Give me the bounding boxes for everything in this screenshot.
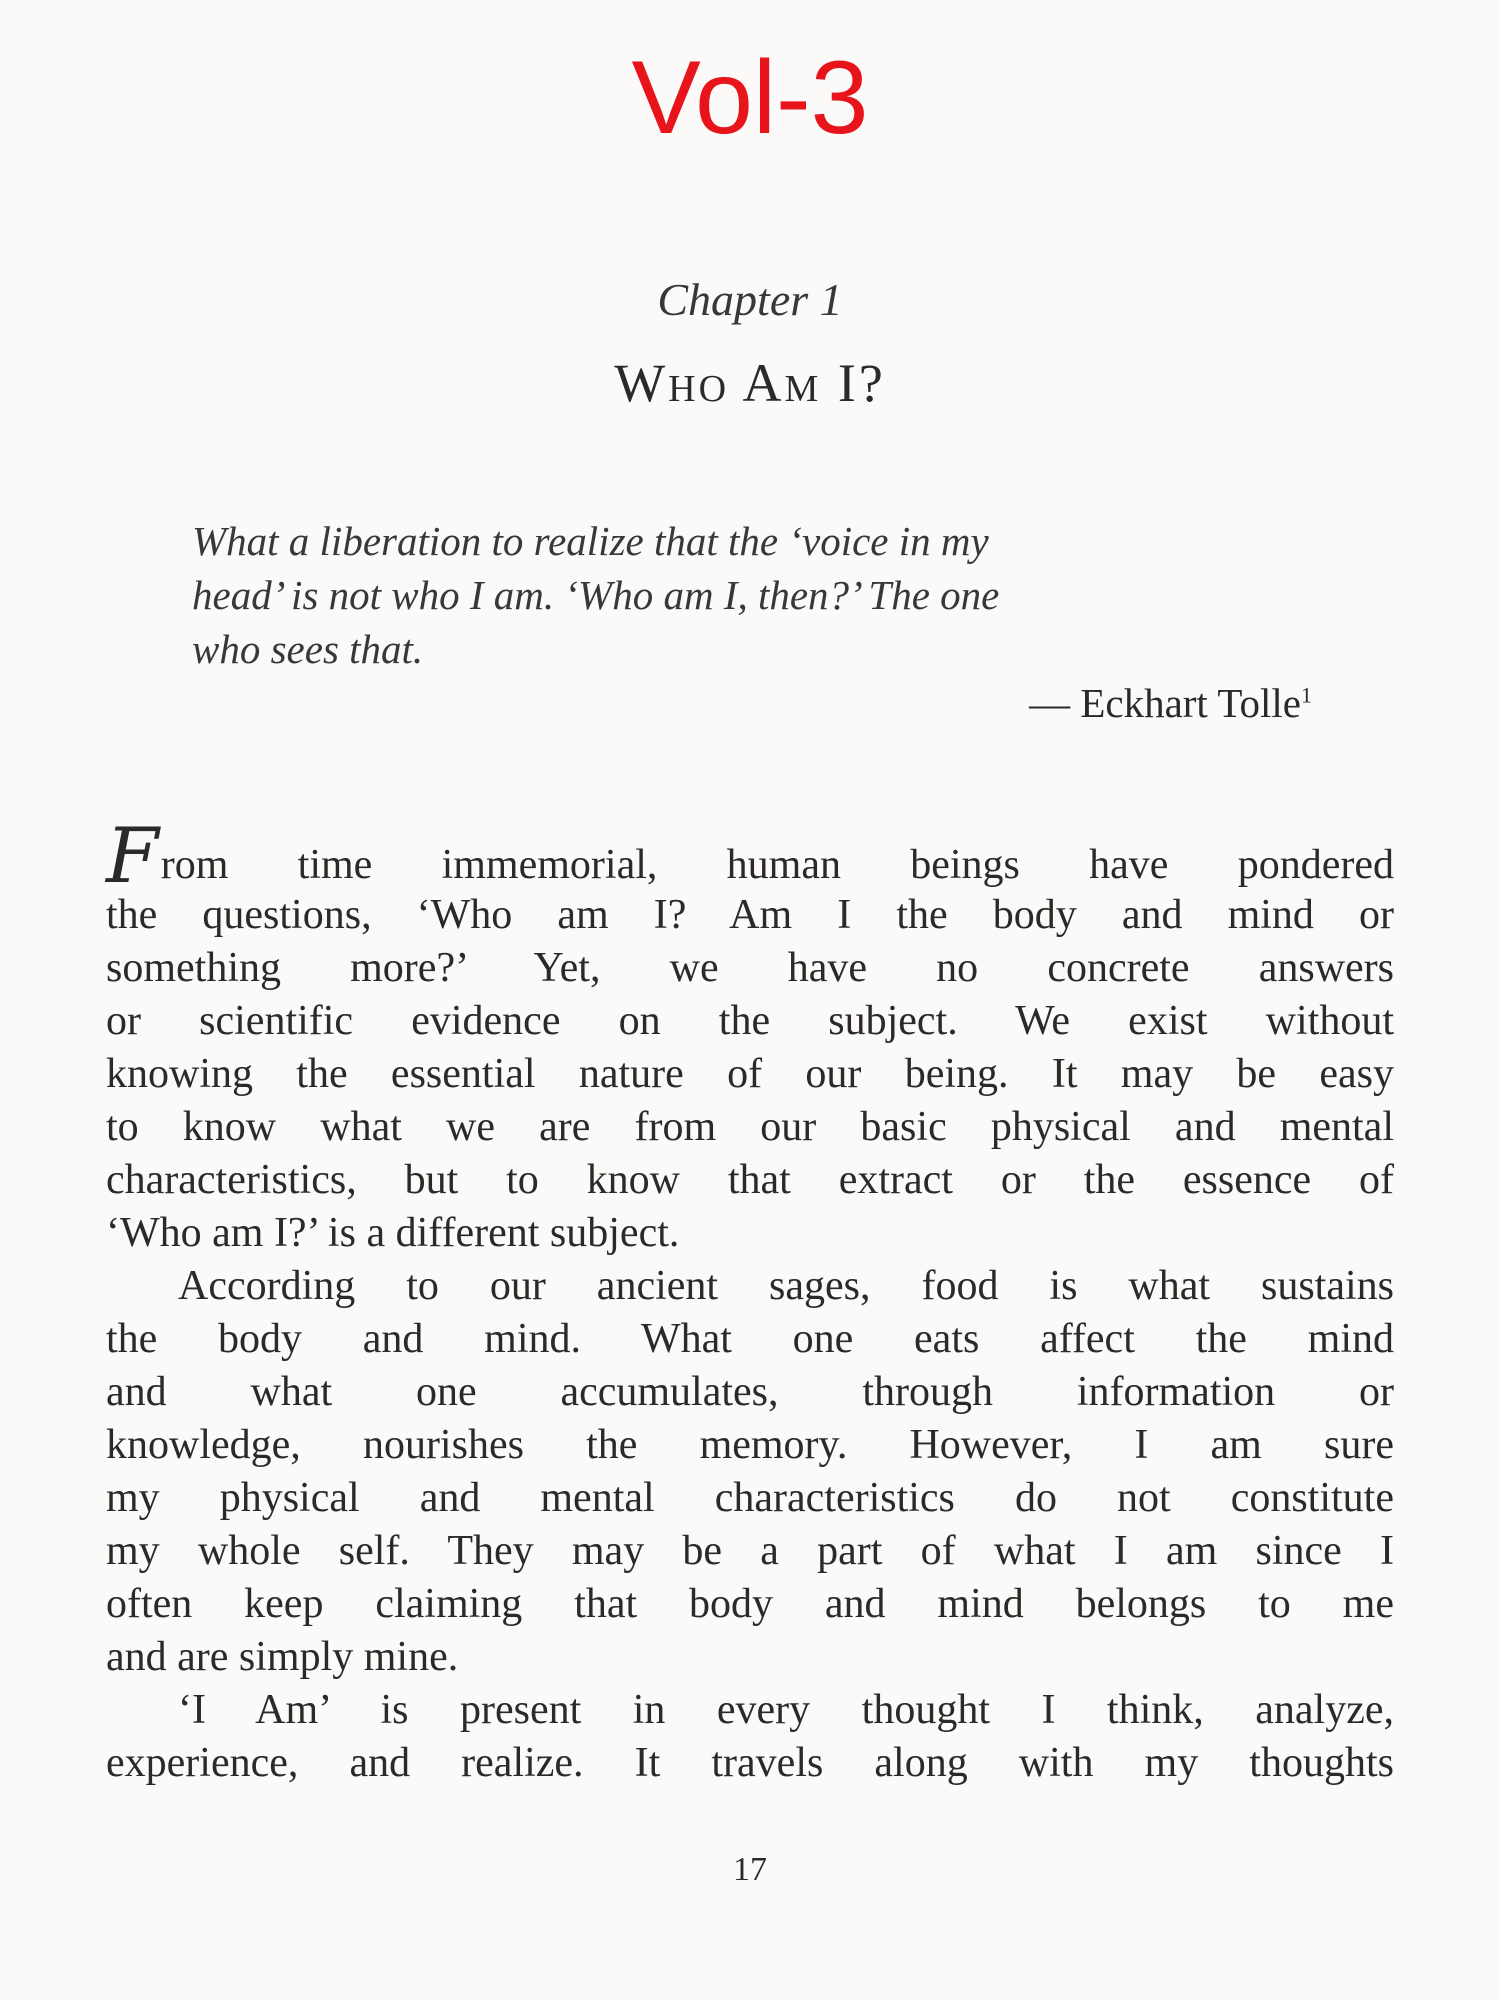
epigraph-quote <box>192 514 1312 676</box>
epigraph-author: — Eckhart Tolle <box>1029 680 1301 726</box>
chapter-number: Chapter 1 <box>657 274 843 325</box>
drop-cap: F <box>106 811 159 900</box>
body-line: knowing the essential nature of our being. It may be easy <box>106 1051 1394 1097</box>
volume-label: Vol-3 <box>631 40 869 156</box>
body-line: characteristics, but to know that extract or the essence of <box>106 1157 1394 1203</box>
body-line: ‘Who am I?’ is a different subject. <box>106 1210 680 1256</box>
body-line: and are simply mine. <box>106 1634 459 1680</box>
epigraph-attribution <box>1029 676 1312 730</box>
body-line: the body and mind. What one eats affect the mind <box>106 1316 1394 1362</box>
body-line: my whole self. They may be a part of what I am since I <box>106 1528 1394 1574</box>
page-number: 17 <box>733 1851 767 1888</box>
body-line: According to our ancient sages, food is what sustains <box>178 1263 1394 1309</box>
body-line: or scientific evidence on the subject. We exist without <box>106 998 1394 1044</box>
epigraph-line: head’ is not who I am. ‘Who am I, then?’ The one <box>192 572 1000 618</box>
chapter-title: Who Am I? <box>614 353 886 413</box>
body-line: and what one accumulates, through information or <box>106 1369 1394 1415</box>
body-line: to know what we are from our basic physical and mental <box>106 1104 1394 1150</box>
epigraph-line: who sees that. <box>192 626 424 672</box>
body-line: From time immemorial, human beings have pondered <box>106 811 1394 900</box>
body-line: the questions, ‘Who am I? Am I the body and mind or <box>106 892 1394 938</box>
body-line: my physical and mental characteristics do not constitute <box>106 1475 1394 1521</box>
body-line: something more?’ Yet, we have no concrete answers <box>106 945 1394 991</box>
body-line: often keep claiming that body and mind belongs to me <box>106 1581 1394 1627</box>
footnote-marker: 1 <box>1301 682 1312 708</box>
body-line: ‘I Am’ is present in every thought I think, analyze, <box>178 1687 1394 1733</box>
body-line: knowledge, nourishes the memory. However, I am sure <box>106 1422 1394 1468</box>
body-line: experience, and realize. It travels along with my thoughts <box>106 1740 1394 1786</box>
body-text <box>106 811 1394 1790</box>
epigraph-line: What a liberation to realize that the ‘voice in my <box>192 518 989 564</box>
